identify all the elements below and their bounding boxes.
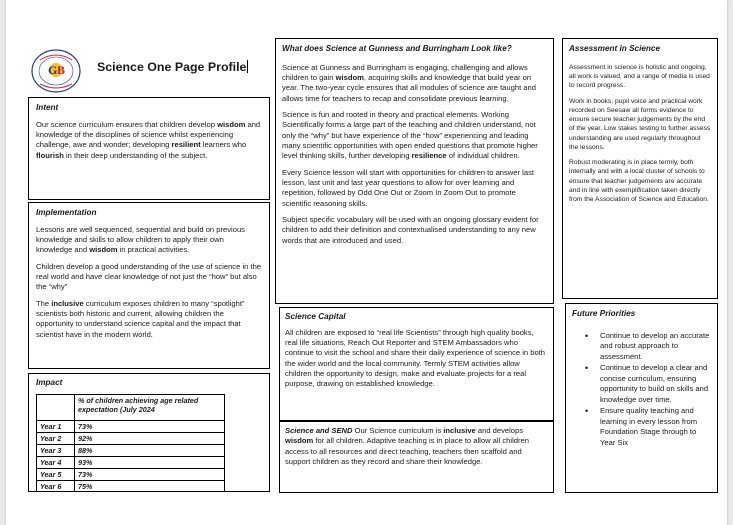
intent-box <box>28 97 270 200</box>
table-row <box>37 456 225 468</box>
what-science-para-3: Every Science lesson will start with opportunities for children to answer last lesson, last unit and last year questions to allow for over learning and repetition, followed by Odd One Out or Zoom In Zoom Out to promote scientific reasoning skills. <box>282 167 534 208</box>
implementation-para-2: Children develop a good understanding of the use of science in the real world and have clear knowledge of not just the “how” but also the “why” <box>36 261 262 292</box>
assessment-para-3: Robust moderating is in place termly, both internally and with a local cluster of schools to ensure that teacher judgements are accurate and in line with exemplification taken directly from the Association of Science and Education. <box>569 159 709 204</box>
implementation-para-1: Lessons are well sequenced, sequential and build on previous knowledge and skills to allow children to apply their own knowledge and wisdom in practical activities. <box>36 224 245 255</box>
science-send-text: Science and SEND Our Science curriculum is inclusive and develops wisdom for all children. Adaptive teaching is in place to allow all children access to all resources and direct teaching, teachers then scaffold and support children as they record and share their knowledge. <box>285 426 529 466</box>
table-row <box>37 444 225 456</box>
assessment-box <box>562 38 718 299</box>
intent-text: Our science curriculum ensures that children develop wisdom and knowledge of the disciplines of science whilst experiencing challenge, awe and wonder; developing resilient learners who flourish in their deep understanding of the subject. <box>36 119 261 160</box>
what-science-para-4: Subject specific vocabulary will be used with an ongoing glossary evident for children to add their definition and contextualised understanding to any new words that are introduced and used. <box>282 214 539 245</box>
science-capital-text: All children are exposed to “real life Scientists” through high quality books, real life situations, Reach Out Reporter and STEM Ambassadors who continue to visit the school and share their daily experience of science in both the wider world and the local community. Termly STEM activities allow children the opportunity to design, make and evaluate projects for a real purpose, drawing on established knowledge. <box>285 327 546 389</box>
assessment-para-1: Assessment in science is holistic and ongoing, all work is valued, and a range of media is used to record progress. <box>569 63 710 90</box>
page-title: Science One Page Profile <box>97 60 247 74</box>
impact-year-cell: Year 6 <box>37 480 75 492</box>
impact-value-cell: 73% <box>75 468 225 480</box>
text-cursor <box>247 60 248 73</box>
implementation-heading: Implementation <box>36 208 97 217</box>
what-science-heading: What does Science at Gunness and Burringham Look like? <box>282 44 512 53</box>
assessment-para-2: Work in books, pupil voice and practical work recorded on Seesaw all forms evidence to ensure secure teacher judgements by the end of the year. Low stakes testing to further assess understanding are used regularly throughout the lessons. <box>569 97 711 151</box>
assessment-heading: Assessment in Science <box>569 44 661 53</box>
science-capital-box <box>279 307 554 421</box>
impact-heading: Impact <box>36 378 63 387</box>
school-logo-icon <box>30 48 82 94</box>
future-priorities-list <box>572 331 711 448</box>
implementation-box <box>28 202 270 369</box>
impact-year-cell: Year 5 <box>37 468 75 480</box>
impact-box <box>28 373 270 492</box>
impact-year-cell: Year 1 <box>37 420 75 432</box>
table-row <box>37 420 225 432</box>
what-science-para-1: Science at Gunness and Burringham is engaging, challenging and allows children to gain wisdom, acquiring skills and knowledge that build year on year. The two-year cycle ensures that all modules of science are taught and allows time for teachers to recap and consolidate previous learning. <box>282 62 536 103</box>
what-science-para-2: Science is fun and rooted in theory and practical elements. Working Scientifically forms a large part of the teaching and children understand, not only the “why” but have experience of the “how” experiencing and leading many scientific opportunities with open ended questions that promote higher level thinking skills, further developing resilience of individual children. <box>282 110 538 161</box>
impact-value-cell: 93% <box>75 456 225 468</box>
impact-year-cell: Year 4 <box>37 456 75 468</box>
science-capital-heading: Science Capital <box>285 312 346 321</box>
document-page <box>6 0 727 525</box>
list-item: • Ensure quality teaching and learning in every lesson from Foundation Stage through to Year Six <box>572 406 711 448</box>
implementation-para-3: The inclusive curriculum exposes children to many “spotlight” scientists both historic and current, allowing children the opportunity to understand science capital and the impact that scientist have in the modern world. <box>36 298 245 339</box>
impact-year-cell: Year 3 <box>37 444 75 456</box>
svg-text:B: B <box>57 63 66 77</box>
list-item: • Continue to develop an accurate and robust approach to assessment. <box>572 331 711 362</box>
table-row <box>37 480 225 492</box>
table-row <box>37 468 225 480</box>
future-priorities-heading: Future Priorities <box>572 309 636 318</box>
impact-value-cell: 92% <box>75 432 225 444</box>
impact-value-cell: 73% <box>75 420 225 432</box>
table-row <box>37 432 225 444</box>
svg-text:G: G <box>48 63 58 77</box>
impact-header-percent: % of children achieving age related expectation (July 2024 <box>75 394 225 420</box>
impact-year-cell: Year 2 <box>37 432 75 444</box>
impact-value-cell: 75% <box>75 480 225 492</box>
impact-table-header <box>37 394 225 420</box>
impact-value-cell: 88% <box>75 444 225 456</box>
list-item: • Continue to develop a clear and concise curriculum, ensuring opportunity to build on skills and knowledge over time. <box>572 363 711 405</box>
impact-header-year <box>37 394 75 420</box>
what-science-box <box>275 38 554 304</box>
science-send-box <box>279 421 554 493</box>
future-priorities-box <box>565 303 718 493</box>
intent-heading: Intent <box>36 103 59 112</box>
impact-table <box>36 394 225 492</box>
